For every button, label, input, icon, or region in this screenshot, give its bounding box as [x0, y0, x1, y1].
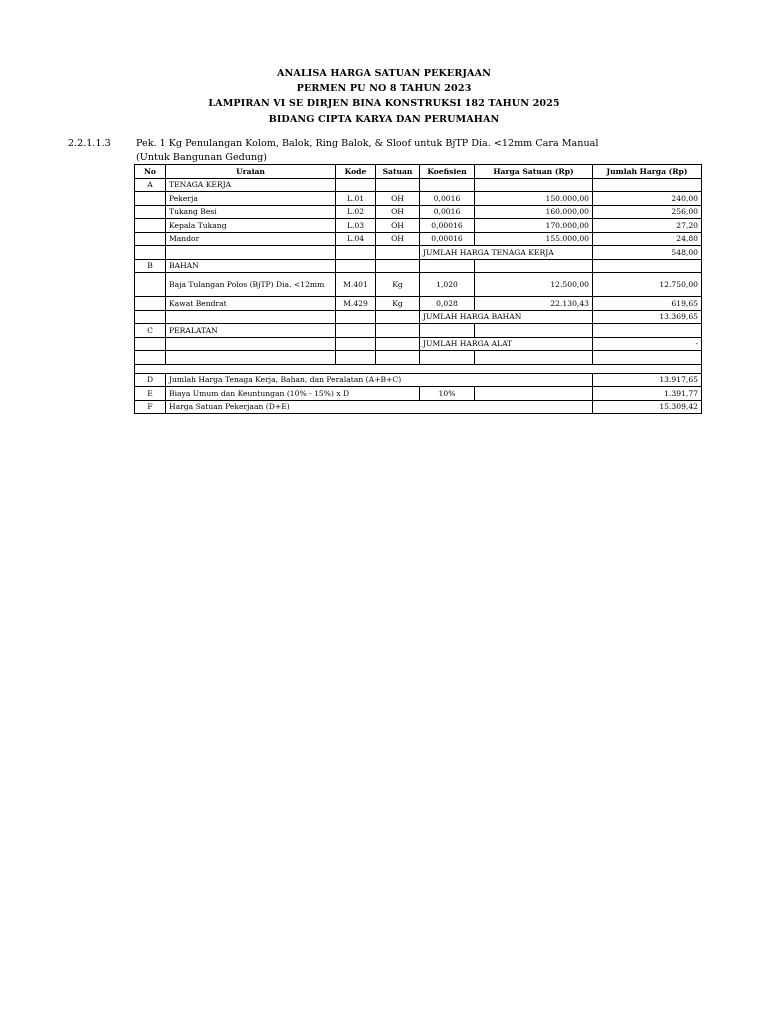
table-header-row	[135, 165, 702, 179]
header-koefisien: Koefisien	[420, 165, 475, 179]
harga-cell: 12.500,00	[475, 273, 593, 297]
harga-cell: 22.130,43	[475, 297, 593, 311]
section-b-row	[135, 259, 702, 273]
uraian-cell: Tukang Besi	[166, 205, 336, 219]
row-f-label: Harga Satuan Pekerjaan (D+E)	[166, 400, 593, 414]
koefisien-cell: 0,00016	[420, 232, 475, 246]
header-jumlah-harga: Jumlah Harga (Rp)	[593, 165, 702, 179]
subtotal-label: JUMLAH HARGA ALAT	[420, 337, 593, 351]
subtotal-row-a	[135, 246, 702, 260]
subtotal-label: JUMLAH HARGA BAHAN	[420, 310, 593, 324]
header-field: BIDANG CIPTA KARYA DAN PERUMAHAN	[268, 113, 500, 125]
uraian-cell: Baja Tulangan Polos (BjTP) Dia. <12mm	[166, 273, 336, 297]
section-no: A	[135, 178, 166, 192]
row-e-percent: 10%	[420, 387, 475, 401]
kode-cell: L.01	[336, 192, 376, 206]
satuan-cell: OH	[376, 219, 420, 233]
harga-cell: 160.000,00	[475, 205, 593, 219]
header-attachment: LAMPIRAN VI SE DIRJEN BINA KONSTRUKSI 182 TAHUN 2025	[208, 98, 560, 110]
jumlah-cell: 240,00	[593, 192, 702, 206]
spacer-row	[135, 364, 702, 373]
row-f	[135, 400, 702, 414]
kode-cell: L.03	[336, 219, 376, 233]
header-satuan: Satuan	[376, 165, 420, 179]
uraian-cell: Kawat Bendrat	[166, 297, 336, 311]
section-a-row	[135, 178, 702, 192]
item-subtitle: (Untuk Bangunan Gedung)	[136, 152, 268, 163]
header-no: No	[135, 165, 166, 179]
section-no: C	[135, 324, 166, 338]
satuan-cell: OH	[376, 232, 420, 246]
table-row	[135, 192, 702, 206]
header-title: ANALISA HARGA SATUAN PEKERJAAN	[276, 68, 491, 79]
subtotal-value: 13.369,65	[593, 310, 702, 324]
item-title: Pek. 1 Kg Penulangan Kolom, Balok, Ring Balok, & Sloof untuk BjTP Dia. <12mm Cara Manual	[136, 138, 599, 149]
koefisien-cell: 0,00016	[420, 219, 475, 233]
subtotal-row-b	[135, 310, 702, 324]
jumlah-cell: 27,20	[593, 219, 702, 233]
satuan-cell: OH	[376, 205, 420, 219]
section-c-row	[135, 324, 702, 338]
item-code: 2.2.1.1.3	[68, 138, 111, 149]
row-e-no: E	[135, 387, 166, 401]
uraian-cell: Kepala Tukang	[166, 219, 336, 233]
uraian-cell: Mandor	[166, 232, 336, 246]
satuan-cell: Kg	[376, 273, 420, 297]
header-uraian: Uraian	[166, 165, 336, 179]
row-d	[135, 373, 702, 387]
kode-cell: M.429	[336, 297, 376, 311]
row-f-value: 15.309,42	[593, 400, 702, 414]
row-e	[135, 387, 702, 401]
table-row	[135, 273, 702, 297]
row-f-no: F	[135, 400, 166, 414]
section-label: PERALATAN	[166, 324, 336, 338]
harga-cell: 170.000,00	[475, 219, 593, 233]
kode-cell: L.02	[336, 205, 376, 219]
kode-cell: M.401	[336, 273, 376, 297]
harga-cell: 155.000,00	[475, 232, 593, 246]
row-e-value: 1.391,77	[593, 387, 702, 401]
koefisien-cell: 0,0016	[420, 192, 475, 206]
row-d-no: D	[135, 373, 166, 387]
uraian-cell: Pekerja	[166, 192, 336, 206]
table-row	[135, 205, 702, 219]
header-kode: Kode	[336, 165, 376, 179]
row-e-label: Biaya Umum dan Keuntungan (10% - 15%) x D	[166, 387, 420, 401]
section-no: B	[135, 259, 166, 273]
table-row	[135, 219, 702, 233]
satuan-cell: Kg	[376, 297, 420, 311]
jumlah-cell: 256,00	[593, 205, 702, 219]
section-label: BAHAN	[166, 259, 336, 273]
section-label: TENAGA KERJA	[166, 178, 336, 192]
koefisien-cell: 1,020	[420, 273, 475, 297]
table-row	[135, 232, 702, 246]
subtotal-value: -	[593, 337, 702, 351]
document-header	[0, 66, 768, 127]
koefisien-cell: 0,0016	[420, 205, 475, 219]
price-analysis-table	[134, 164, 702, 414]
kode-cell: L.04	[336, 232, 376, 246]
jumlah-cell: 24,80	[593, 232, 702, 246]
header-regulation: PERMEN PU NO 8 TAHUN 2023	[296, 83, 472, 95]
satuan-cell: OH	[376, 192, 420, 206]
koefisien-cell: 0,028	[420, 297, 475, 311]
header-harga-satuan: Harga Satuan (Rp)	[475, 165, 593, 179]
empty-row	[135, 351, 702, 365]
jumlah-cell: 619,65	[593, 297, 702, 311]
subtotal-value: 548,00	[593, 246, 702, 260]
subtotal-row-c	[135, 337, 702, 351]
table-row	[135, 297, 702, 311]
jumlah-cell: 12.750,00	[593, 273, 702, 297]
row-d-value: 13.917,65	[593, 373, 702, 387]
subtotal-label: JUMLAH HARGA TENAGA KERJA	[420, 246, 593, 260]
harga-cell: 150.000,00	[475, 192, 593, 206]
row-d-label: Jumlah Harga Tenaga Kerja, Bahan, dan Peralatan (A+B+C)	[166, 373, 593, 387]
